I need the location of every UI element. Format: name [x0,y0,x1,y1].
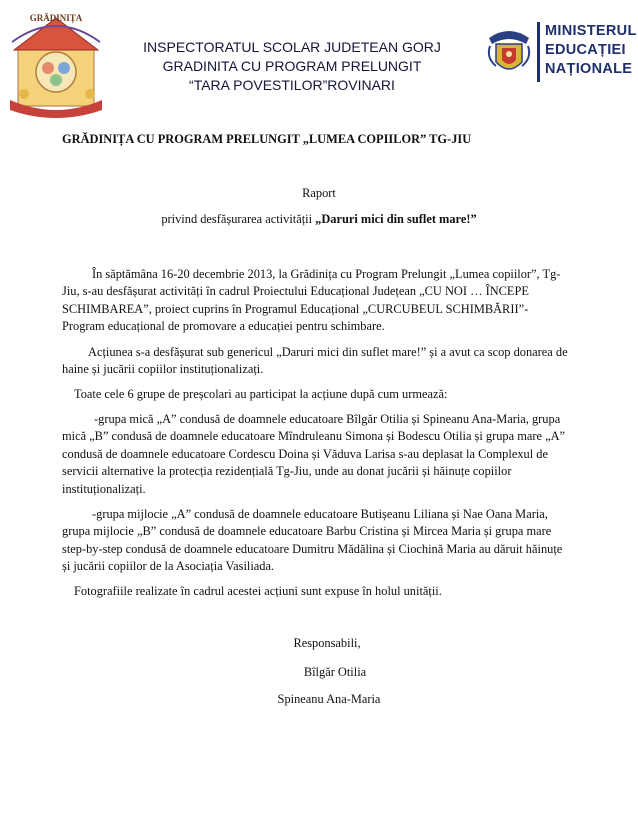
paragraph-intro: În săptămâna 16-20 decembrie 2013, la Grădinița cu Program Prelungit „Lumea copiilor”, Tg-Jiu, s-au desfășurat activități în cadrul Proiectului Educațional Județean „CU NOI … ÎNCEPE SCHIMBAREA”, proiect cuprins în Programul Educațional „CURCUBEUL SCHIMBĂRII”-Program educațional de promovare a educației pentru schimbare. [62,267,561,334]
paragraph-photos: Fotografiile realizate în cadrul acestei acțiuni sunt expuse în holul unității. [74,584,442,598]
signature-name-2: Spineanu Ana-Maria [277,692,381,706]
logo-lettering: GRĂDINIȚA [29,13,83,23]
signatures-label: Responsabili, [293,636,361,650]
ministry-logo-text [545,22,637,79]
subject-prefix: privind desfășurarea activității [161,212,316,226]
paragraph-groups-1: -grupa mică „A” condusă de doamnele educatoare Bîlgăr Otilia și Spineanu Ana-Maria, grupa mică „B” condusă de doamnele educatoare Mîndruleanu Simona și Bodescu Otilia și grupa mare „A” condusă de doamnele educatoare Cordescu Doina și Văduva Larisa s-au deplasat la Complexul de servicii alternative la protecția rezidențială Tg-Jiu, unde au donat jucării și hăinuțe copiilor instituționalizați. [62,412,566,496]
ministry-line-2: EDUCAȚIEI [545,42,626,58]
report-label: Raport [302,186,336,200]
signature-name-1: Bîlgăr Otilia [303,665,367,679]
institution-line-1: INSPECTORATUL SCOLAR JUDETEAN GORJ [143,39,441,55]
ministry-line-1: MINISTERUL [545,23,637,39]
subject-title: „Daruri mici din suflet mare!” [315,212,477,226]
institution-line-2: GRADINITA CU PROGRAM PRELUNGIT [162,58,422,74]
paragraph-purpose: Acțiunea s-a desfășurat sub genericul „Daruri mici din suflet mare!” și a avut ca scop donarea de haine și jucării copiilor instituționalizați. [62,345,568,377]
institution-line-3: “TARA POVESTILOR”ROVINARI [189,77,395,93]
institution-header [112,38,472,95]
ministry-line-3: NAȚIONALE [545,61,633,77]
kindergarten-title: GRĂDINIȚA CU PROGRAM PRELUNGIT „LUMEA COPIILOR” TG-JIU [62,132,472,146]
romania-coat-of-arms-icon [484,22,534,82]
paragraph-groups-2: -grupa mijlocie „A” condusă de doamnele educatoare Butișeanu Liliana și Nae Oana Maria, grupa mijlocie „B” condusă de doamnele educatoare Barbu Cristina și Mircea Maria și grupa mare step-by-step condusă de doamnele educatoare Dumitru Mădălina și Ciochină Maria au dăruit hăinuțe și jucării copiilor de la Asociația Vasiliada. [62,507,563,574]
kindergarten-logo [4,8,108,118]
ministry-divider [537,22,540,82]
report-subject [0,212,638,227]
paragraph-participation: Toate cele 6 grupe de preșcolari au participat la acțiune după cum urmează: [74,387,448,401]
